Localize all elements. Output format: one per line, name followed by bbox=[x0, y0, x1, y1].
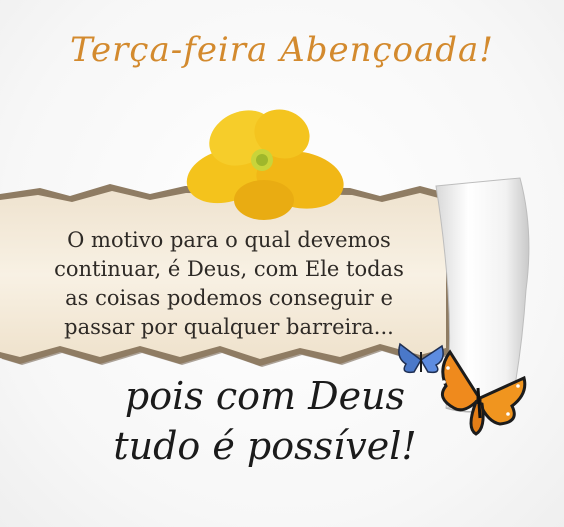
closing-line-1: pois com Deus bbox=[124, 374, 406, 418]
message-line: as coisas podemos conseguir e bbox=[65, 286, 393, 310]
message-line: passar por qualquer barreira... bbox=[64, 315, 394, 339]
orange-butterfly-icon bbox=[436, 348, 528, 438]
card-title: Terça-feira Abençoada! bbox=[70, 30, 494, 70]
closing-line-2: tudo é possível! bbox=[113, 424, 417, 468]
main-message bbox=[20, 226, 438, 342]
message-line: O motivo para o qual devemos bbox=[67, 228, 391, 252]
yellow-flower-icon bbox=[182, 108, 347, 223]
message-line: continuar, é Deus, com Ele todas bbox=[54, 257, 404, 281]
